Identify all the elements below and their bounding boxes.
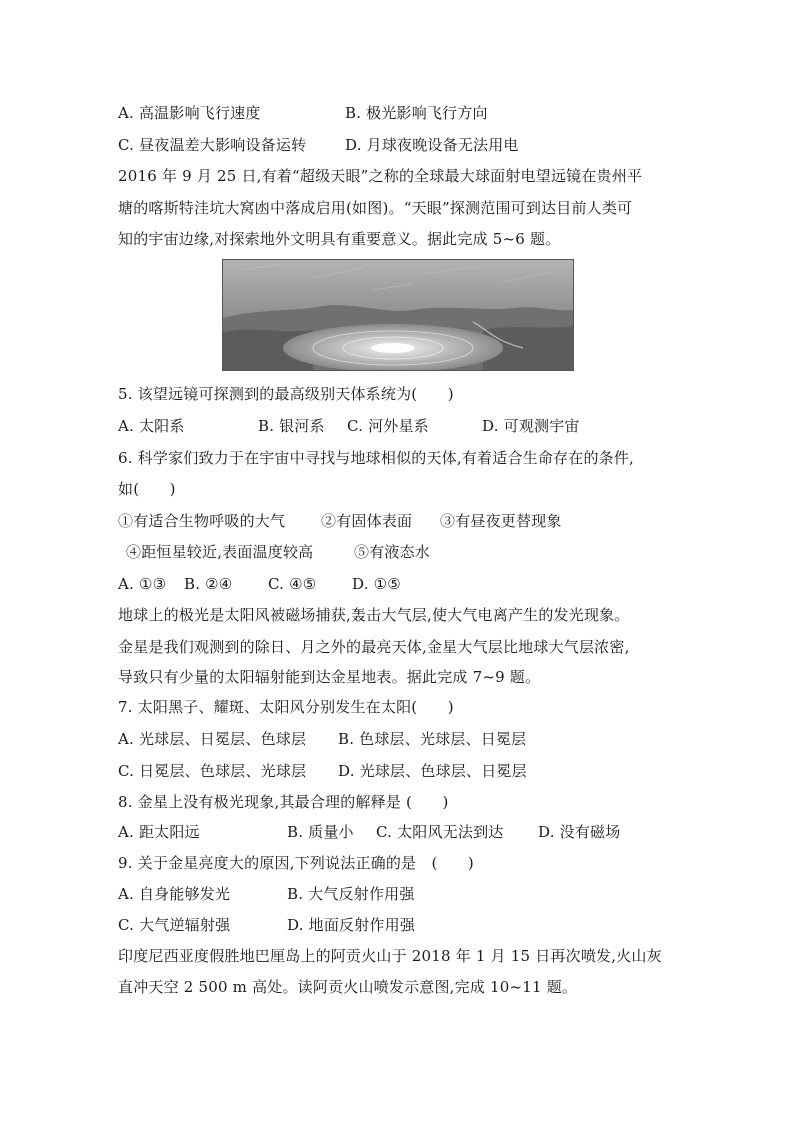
q7-option-a: A. 光球层、日冕层、色球层 bbox=[118, 730, 307, 748]
q6-item-2: ②有固体表面 bbox=[321, 512, 413, 530]
q9-option-b: B. 大气反射作用强 bbox=[287, 885, 415, 903]
q8-option-c: C. 太阳风无法到达 bbox=[376, 823, 504, 841]
q9-option-c: C. 大气逆辐射强 bbox=[118, 916, 231, 934]
q7-option-b: B. 色球层、光球层、日冕层 bbox=[338, 730, 527, 748]
q8-stem: 8. 金星上没有极光现象,其最合理的解释是 ( ) bbox=[118, 793, 449, 811]
q8-option-b: B. 质量小 bbox=[287, 823, 354, 841]
q6-item-3: ③有昼夜更替现象 bbox=[440, 512, 562, 530]
q4-option-b: B. 极光影响飞行方向 bbox=[345, 104, 488, 122]
q9-option-a: A. 自身能够发光 bbox=[118, 885, 231, 903]
q6-item-4: ④距恒星较近,表面温度较高 bbox=[126, 543, 314, 561]
fast-telescope-photo bbox=[222, 259, 574, 371]
q5-stem: 5. 该望远镜可探测到的最高级别天体系统为( ) bbox=[118, 385, 454, 403]
q5-option-c: C. 河外星系 bbox=[347, 417, 429, 435]
q6-item-5: ⑤有液态水 bbox=[354, 543, 431, 561]
intro-aurora-line-3: 导致只有少量的太阳辐射能到达金星地表。据此完成 7~9 题。 bbox=[118, 668, 541, 686]
q8-option-d: D. 没有磁场 bbox=[538, 823, 621, 841]
q6-stem-line-1: 6. 科学家们致力于在宇宙中寻找与地球相似的天体,有着适合生命存在的条件, bbox=[118, 449, 635, 467]
q4-option-c: C. 昼夜温差大影响设备运转 bbox=[118, 136, 307, 154]
intro-aurora-line-2: 金星是我们观测到的除日、月之外的最亮天体,金星大气层比地球大气层浓密, bbox=[118, 638, 630, 656]
q5-option-d: D. 可观测宇宙 bbox=[482, 417, 580, 435]
q5-option-b: B. 银河系 bbox=[258, 417, 325, 435]
intro-aurora-line-1: 地球上的极光是太阳风被磁场捕获,轰击大气层,使大气电离产生的发光现象。 bbox=[118, 606, 630, 624]
intro-fast-line-1: 2016 年 9 月 25 日,有着“超级天眼”之称的全球最大球面射电望远镜在贵州平 bbox=[118, 167, 643, 185]
q7-option-d: D. 光球层、色球层、日冕层 bbox=[338, 762, 527, 780]
q5-option-a: A. 太阳系 bbox=[118, 417, 185, 435]
intro-fast-line-3: 知的宇宙边缘,对探索地外文明具有重要意义。据此完成 5~6 题。 bbox=[118, 230, 561, 248]
q8-option-a: A. 距太阳远 bbox=[118, 823, 200, 841]
q7-option-c: C. 日冕层、色球层、光球层 bbox=[118, 762, 307, 780]
q4-option-d: D. 月球夜晚设备无法用电 bbox=[345, 136, 519, 154]
q6-stem-line-2: 如( ) bbox=[118, 480, 176, 498]
q6-option-b: B. ②④ bbox=[184, 575, 233, 593]
q6-option-c: C. ④⑤ bbox=[268, 575, 317, 593]
q9-option-d: D. 地面反射作用强 bbox=[287, 916, 416, 934]
q4-option-a: A. 高温影响飞行速度 bbox=[118, 104, 261, 122]
intro-volcano-line-2: 直冲天空 2 500 m 高处。读阿贡火山喷发示意图,完成 10~11 题。 bbox=[118, 978, 578, 996]
q6-option-d: D. ①⑤ bbox=[352, 575, 401, 593]
q6-option-a: A. ①③ bbox=[118, 575, 167, 593]
q7-stem: 7. 太阳黑子、耀斑、太阳风分别发生在太阳( ) bbox=[118, 698, 454, 716]
intro-volcano-line-1: 印度尼西亚度假胜地巴厘岛上的阿贡火山于 2018 年 1 月 15 日再次喷发,火山灰 bbox=[118, 947, 662, 965]
q9-stem: 9. 关于金星亮度大的原因,下列说法正确的是 ( ) bbox=[118, 854, 474, 872]
intro-fast-line-2: 塘的喀斯特洼坑大窝凼中落成启用(如图)。“天眼”探测范围可到达目前人类可 bbox=[118, 199, 633, 217]
q6-item-1: ①有适合生物呼吸的大气 bbox=[118, 512, 286, 530]
